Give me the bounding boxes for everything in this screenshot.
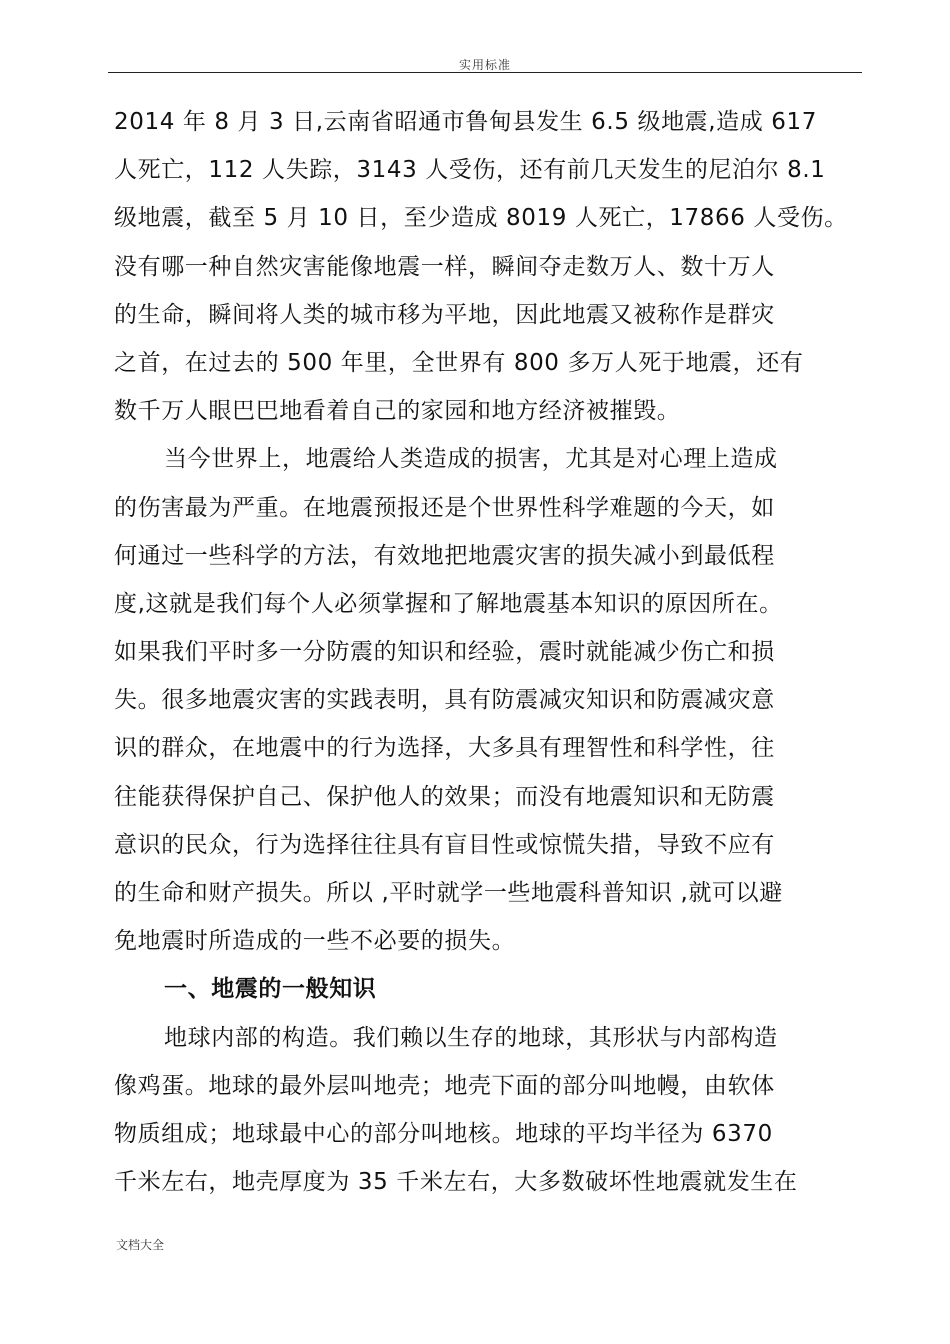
text-line: 物质组成；地球最中心的部分叫地核。地球的平均半径为 6370: [114, 1120, 773, 1147]
text-line: 何通过一些科学的方法，有效地把地震灾害的损失减小到最低程: [114, 542, 775, 569]
text-line: 之首，在过去的 500 年里，全世界有 800 多万人死于地震，还有: [114, 349, 804, 376]
text-line: 度,这就是我们每个人必须掌握和了解地震基本知识的原因所在。: [114, 590, 783, 617]
page-header: 实用标准: [458, 58, 511, 72]
text-line: 千米左右，地壳厚度为 35 千米左右，大多数破坏性地震就发生在: [114, 1169, 798, 1196]
page-footer: 文档大全: [116, 1238, 165, 1252]
text-line: 识的群众，在地震中的行为选择，大多具有理智性和科学性，往: [114, 735, 775, 762]
paragraph-first-line: 当今世界上，地震给人类造成的损害，尤其是对心理上造成: [164, 446, 778, 473]
section-heading: 一、地震的一般知识: [164, 976, 377, 1003]
text-line: 失。很多地震灾害的实践表明，具有防震减灾知识和防震减灾意: [114, 687, 775, 714]
text-line: 像鸡蛋。地球的最外层叫地壳；地壳下面的部分叫地幔，由软体: [114, 1072, 775, 1099]
text-line: 人死亡，112 人失踪，3143 人受伤，还有前几天发生的尼泊尔 8.1: [114, 157, 826, 184]
text-line: 2014 年 8 月 3 日,云南省昭通市鲁甸县发生 6.5 级地震,造成 617: [114, 109, 817, 135]
paragraph-first-line: 地球内部的构造。我们赖以生存的地球，其形状与内部构造: [164, 1024, 778, 1051]
header-divider: [108, 72, 862, 73]
text-line: 的生命和财产损失。所以 ,平时就学一些地震科普知识 ,就可以避: [114, 880, 783, 906]
text-line: 的生命，瞬间将人类的城市移为平地，因此地震又被称作是群灾: [114, 301, 775, 328]
text-line: 的伤害最为严重。在地震预报还是个世界性科学难题的今天，如: [114, 494, 775, 521]
text-line: 数千万人眼巴巴地看着自己的家园和地方经济被摧毁。: [114, 398, 681, 425]
text-line: 级地震，截至 5 月 10 日，至少造成 8019 人死亡，17866 人受伤。: [114, 205, 848, 232]
document-body: [114, 98, 858, 1206]
text-line: 往能获得保护自己、保护他人的效果；而没有地震知识和无防震: [114, 783, 775, 810]
text-line: 免地震时所造成的一些不必要的损失。: [114, 928, 516, 955]
text-line: 没有哪一种自然灾害能像地震一样，瞬间夺走数万人、数十万人: [114, 253, 775, 280]
text-line: 意识的民众，行为选择往往具有盲目性或惊慌失措，导致不应有: [114, 831, 775, 858]
text-line: 如果我们平时多一分防震的知识和经验，震时就能减少伤亡和损: [114, 639, 775, 666]
